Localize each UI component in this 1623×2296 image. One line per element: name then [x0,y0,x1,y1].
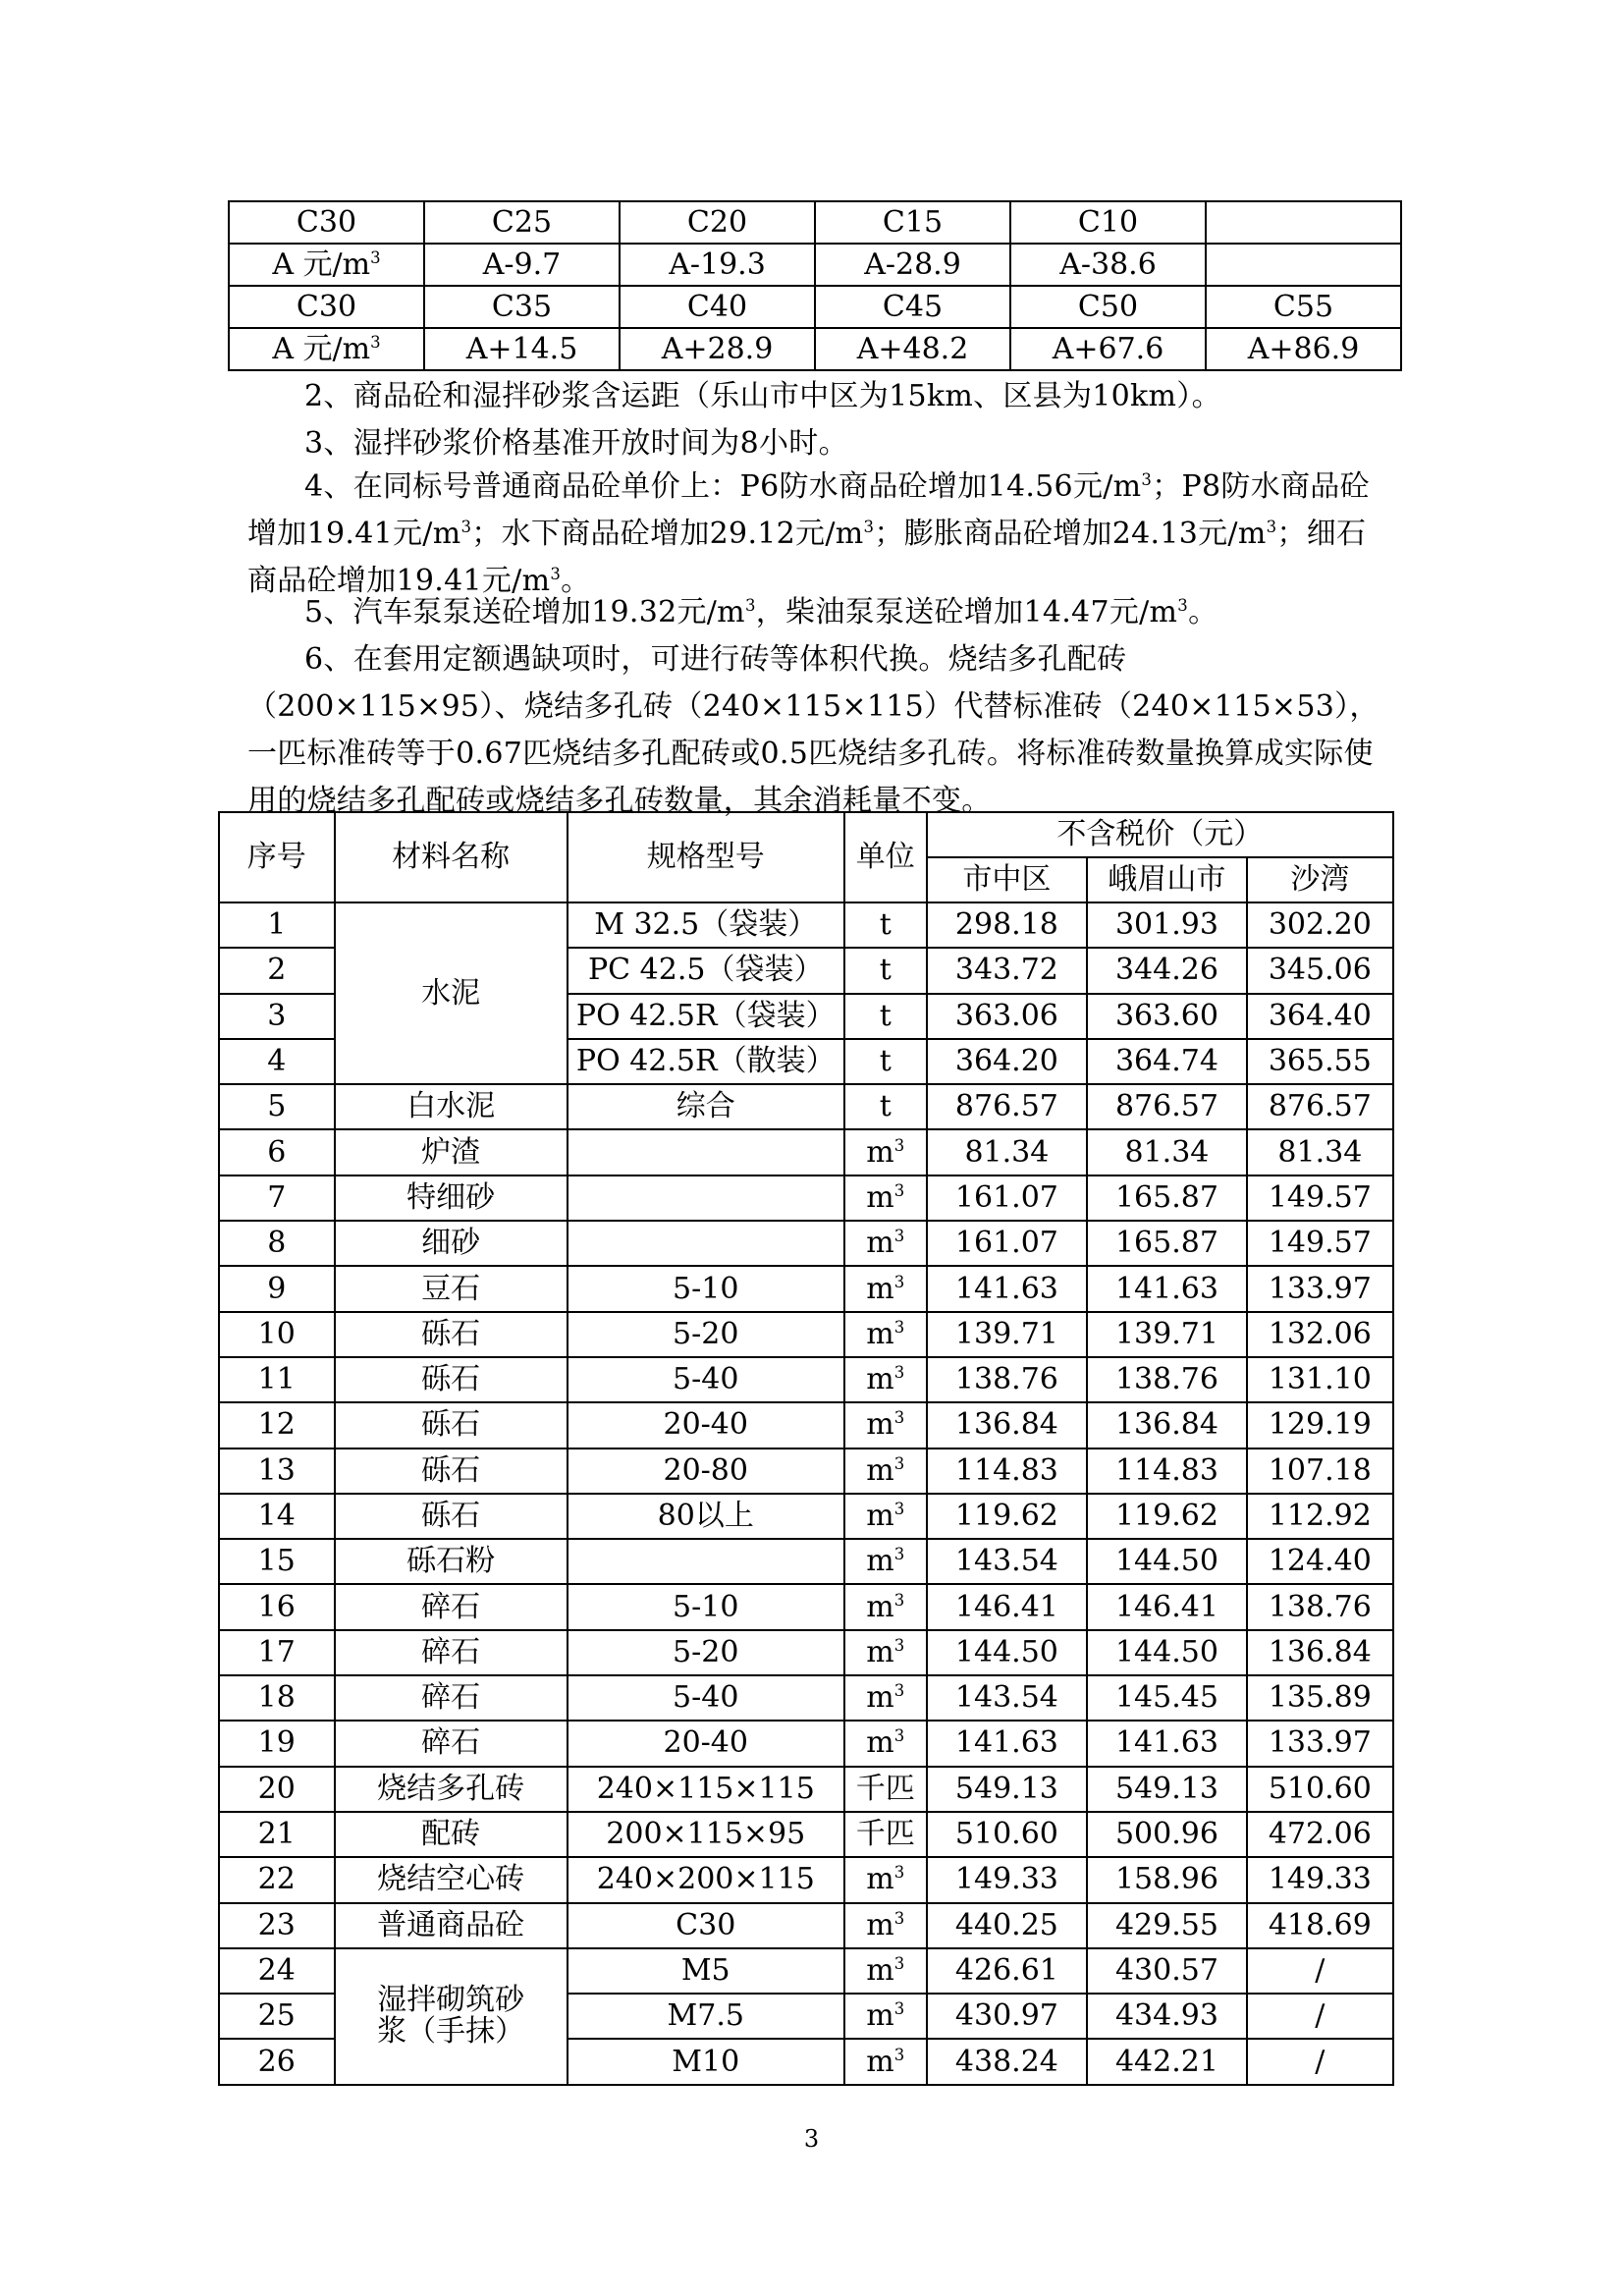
spec-cell: 5-20 [568,1630,844,1675]
price-cell-loc3: 133.97 [1247,1721,1393,1766]
price-cell-loc3: 124.40 [1247,1539,1393,1584]
price-cell-loc2: 119.62 [1087,1494,1247,1539]
row-number-cell: 11 [219,1357,335,1402]
unit-cell [844,1584,927,1629]
price-cell-loc1: 146.41 [927,1584,1088,1629]
price-cell-loc2: 158.96 [1087,1857,1247,1902]
unit-cell [844,1175,927,1221]
unit-exponent: 3 [893,1953,905,1973]
row-number-cell: 21 [219,1812,335,1857]
spec-cell: C30 [568,1903,844,1948]
row-number-cell: 6 [219,1129,335,1175]
price-cell-loc3: 138.76 [1247,1584,1393,1629]
price-cell-loc1: 426.61 [927,1948,1088,1994]
unit-cell [844,1630,927,1675]
material-name-cell: 炉渣 [335,1129,568,1175]
unit-text: m [866,1680,894,1716]
unit-text: m [866,1362,894,1397]
material-name-cell: 湿拌砌筑砂浆（手抹） [335,1948,568,2085]
unit-text: m [866,1907,894,1942]
table-row [219,1857,1393,1902]
price-cell-loc2: 146.41 [1087,1584,1247,1629]
unit-text: m [866,1952,894,1988]
unit-cell [844,1721,927,1766]
grade-cell: C50 [1010,286,1206,328]
unit-exponent: 3 [893,1135,905,1155]
row-number-cell: 15 [219,1539,335,1584]
material-name-cell: 水泥 [335,902,568,1084]
price-cell-loc1: 119.62 [927,1494,1088,1539]
row-number-cell: 13 [219,1449,335,1494]
unit-cell [844,1402,927,1448]
grade-price-row [229,244,1401,286]
material-name-cell: 白水泥 [335,1084,568,1129]
price-cell-loc2: 429.55 [1087,1903,1247,1948]
price-cell-loc3: 345.06 [1247,948,1393,993]
unit-exponent: 3 [893,1363,905,1383]
material-name-cell: 烧结多孔砖 [335,1767,568,1812]
unit-cell: t [844,902,927,948]
price-cell-loc2: 364.74 [1087,1039,1247,1084]
price-cell-loc2: 165.87 [1087,1221,1247,1266]
grade-cell: C40 [620,286,815,328]
price-cell-loc1: 141.63 [927,1266,1088,1311]
price-cell-loc3: 135.89 [1247,1675,1393,1721]
unit-exponent: 3 [893,2045,905,2064]
grade-cell: A+67.6 [1010,328,1206,370]
spec-cell: 20-40 [568,1402,844,1448]
unit-cell: 千匹 [844,1812,927,1857]
table-row [219,1539,1393,1584]
grade-cell: C35 [424,286,620,328]
header-spec: 规格型号 [568,812,844,902]
unit-cell: t [844,994,927,1039]
material-name-cell: 碎石 [335,1584,568,1629]
price-cell-loc1: 549.13 [927,1767,1088,1812]
table-row [219,1449,1393,1494]
price-cell-loc1: 440.25 [927,1903,1088,1948]
header-name: 材料名称 [335,812,568,902]
note-3: 3、湿拌砂浆价格基准开放时间为8小时。 [304,426,848,461]
price-cell-loc1: 149.33 [927,1857,1088,1902]
unit-text: m [866,1589,894,1624]
table-row [219,1675,1393,1721]
price-cell-loc3: 365.55 [1247,1039,1393,1084]
header-loc2: 峨眉山市 [1087,857,1247,902]
price-cell-loc2: 430.57 [1087,1948,1247,1994]
spec-cell [568,1221,844,1266]
spec-cell: M5 [568,1948,844,1994]
grade-unit-cell: A 元$/m^3$ [229,244,424,286]
unit-exponent: 3 [893,1635,905,1655]
table-row [219,1721,1393,1766]
price-cell-loc3: 418.69 [1247,1903,1393,1948]
row-number-cell: 1 [219,902,335,948]
unit-exponent: 3 [893,1180,905,1200]
material-name-cell: 砾石 [335,1402,568,1448]
row-number-cell: 18 [219,1675,335,1721]
unit-exponent: 3 [893,1999,905,2019]
grade-cell: C10 [1010,201,1206,244]
table-row [219,1402,1393,1448]
material-price-table [218,811,1394,2086]
price-cell-loc2: 145.45 [1087,1675,1247,1721]
price-cell-loc3: 472.06 [1247,1812,1393,1857]
material-name-cell: 特细砂 [335,1175,568,1221]
spec-cell: 综合 [568,1084,844,1129]
spec-cell: 80以上 [568,1494,844,1539]
price-cell-loc1: 343.72 [927,948,1088,993]
unit-text: m [866,1134,894,1170]
unit-text: m [866,2044,894,2079]
unit-cell: 千匹 [844,1767,927,1812]
material-name-cell: 细砂 [335,1221,568,1266]
unit-cell [844,1494,927,1539]
table-row [219,1494,1393,1539]
material-name-cell: 砾石 [335,1449,568,1494]
price-table-body [219,902,1393,2085]
note-2: 2、商品砼和湿拌砂浆含运距（乐山市中区为15km、区县为10km）。 [304,379,1221,413]
price-cell-loc2: 434.93 [1087,1994,1247,2039]
unit-text: m [866,1499,894,1533]
grade-cell: C30 [229,201,424,244]
price-cell-loc2: 500.96 [1087,1812,1247,1857]
price-cell-loc2: 144.50 [1087,1539,1247,1584]
unit-text: m [866,1862,894,1897]
unit-exponent: 3 [893,1227,905,1246]
price-cell-loc2: 301.93 [1087,902,1247,948]
price-cell-loc2: 114.83 [1087,1449,1247,1494]
unit-cell [844,1221,927,1266]
table-row [219,1312,1393,1357]
header-loc1: 市中区 [927,857,1088,902]
price-cell-loc1: 430.97 [927,1994,1088,2039]
price-cell-loc2: 344.26 [1087,948,1247,993]
material-name-cell: 砾石 [335,1357,568,1402]
spec-cell: 20-80 [568,1449,844,1494]
price-cell-loc2: 141.63 [1087,1721,1247,1766]
spec-cell: 240×115×115 [568,1767,844,1812]
row-number-cell: 14 [219,1494,335,1539]
row-number-cell: 9 [219,1266,335,1311]
spec-cell [568,1539,844,1584]
price-cell-loc1: 363.06 [927,994,1088,1039]
material-name-cell: 配砖 [335,1812,568,1857]
row-number-cell: 19 [219,1721,335,1766]
price-cell-loc1: 141.63 [927,1721,1088,1766]
unit-cell: t [844,1039,927,1084]
price-cell-loc2: 141.63 [1087,1266,1247,1311]
header-loc3: 沙湾 [1247,857,1393,902]
row-number-cell: 10 [219,1312,335,1357]
price-cell-loc2: 876.57 [1087,1084,1247,1129]
grade-row [229,286,1401,328]
spec-cell: 5-40 [568,1357,844,1402]
price-cell-loc3: 133.97 [1247,1266,1393,1311]
row-number-cell: 24 [219,1948,335,1994]
price-cell-loc3: 302.20 [1247,902,1393,948]
spec-cell: 200×115×95 [568,1812,844,1857]
unit-cell: t [844,1084,927,1129]
table-row [219,1584,1393,1629]
table-row [219,1812,1393,1857]
unit-exponent: 3 [893,1408,905,1428]
price-cell-loc3: 876.57 [1247,1084,1393,1129]
row-number-cell: 4 [219,1039,335,1084]
spec-cell: PO 42.5R（散装） [568,1039,844,1084]
spec-cell: 5-40 [568,1675,844,1721]
row-number-cell: 23 [219,1903,335,1948]
row-number-cell: 5 [219,1084,335,1129]
grade-cell: C25 [424,201,620,244]
price-cell-loc2: 442.21 [1087,2039,1247,2085]
unit-exponent: 3 [893,1681,905,1701]
unit-text: m [866,1407,894,1443]
unit-exponent: 3 [893,1590,905,1610]
row-number-cell: 2 [219,948,335,993]
price-cell-loc3: / [1247,1948,1393,1994]
price-cell-loc1: 144.50 [927,1630,1088,1675]
price-cell-loc2: 136.84 [1087,1402,1247,1448]
table-row [219,902,1393,948]
price-cell-loc3: 136.84 [1247,1630,1393,1675]
table-row [219,1084,1393,1129]
unit-text: m [866,1271,894,1306]
material-name-cell: 豆石 [335,1266,568,1311]
grade-cell: C15 [815,201,1010,244]
price-cell-loc1: 136.84 [927,1402,1088,1448]
unit-exponent: 3 [893,1545,905,1564]
row-number-cell: 8 [219,1221,335,1266]
price-cell-loc3: / [1247,2039,1393,2085]
spec-cell: 20-40 [568,1721,844,1766]
unit-text: m [866,1452,894,1488]
unit-cell [844,1539,927,1584]
grade-cell [1206,201,1401,244]
unit-text: m [866,1998,894,2034]
price-cell-loc3: / [1247,1994,1393,2039]
material-name-cell: 碎石 [335,1675,568,1721]
unit-cell [844,1675,927,1721]
price-cell-loc2: 138.76 [1087,1357,1247,1402]
page-number: 3 [803,2125,820,2153]
price-cell-loc1: 81.34 [927,1129,1088,1175]
price-cell-loc1: 138.76 [927,1357,1088,1402]
price-cell-loc1: 298.18 [927,902,1088,948]
table-row [219,1357,1393,1402]
grade-cell: C30 [229,286,424,328]
unit-text: m [866,1226,894,1261]
grade-adjustment-table [228,200,1402,371]
unit-exponent: 3 [893,1272,905,1291]
price-cell-loc3: 132.06 [1247,1312,1393,1357]
price-cell-loc3: 149.57 [1247,1175,1393,1221]
grade-cell: A+48.2 [815,328,1010,370]
spec-cell: 5-20 [568,1312,844,1357]
material-name-cell: 烧结空心砖 [335,1857,568,1902]
unit-cell [844,1449,927,1494]
price-cell-loc3: 510.60 [1247,1767,1393,1812]
row-number-cell: 16 [219,1584,335,1629]
spec-cell [568,1175,844,1221]
price-cell-loc2: 144.50 [1087,1630,1247,1675]
grade-cell: A-38.6 [1010,244,1206,286]
unit-exponent: 3 [893,1726,905,1746]
price-cell-loc1: 510.60 [927,1812,1088,1857]
spec-cell: PC 42.5（袋装） [568,948,844,993]
price-cell-loc3: 131.10 [1247,1357,1393,1402]
grade-cell: A-9.7 [424,244,620,286]
grade-cell: C55 [1206,286,1401,328]
row-number-cell: 20 [219,1767,335,1812]
price-cell-loc3: 149.57 [1247,1221,1393,1266]
unit-cell [844,1312,927,1357]
grade-cell: C20 [620,201,815,244]
row-number-cell: 3 [219,994,335,1039]
grade-cell [1206,244,1401,286]
price-cell-loc1: 143.54 [927,1539,1088,1584]
unit-cell [844,1357,927,1402]
row-number-cell: 22 [219,1857,335,1902]
unit-exponent: 3 [893,1863,905,1883]
unit-exponent: 3 [893,1453,905,1473]
unit-cell: t [844,948,927,993]
unit-cell [844,1129,927,1175]
price-cell-loc1: 114.83 [927,1449,1088,1494]
price-cell-loc1: 161.07 [927,1175,1088,1221]
price-cell-loc2: 549.13 [1087,1767,1247,1812]
material-name-cell: 普通商品砼 [335,1903,568,1948]
price-cell-loc2: 363.60 [1087,994,1247,1039]
row-number-cell: 25 [219,1994,335,2039]
unit-text: m [866,1634,894,1669]
spec-cell: 240×200×115 [568,1857,844,1902]
header-row [219,812,1393,857]
unit-text: m [866,1179,894,1215]
spec-cell: 5-10 [568,1584,844,1629]
unit-exponent: 3 [893,1908,905,1928]
grade-cell: A+28.9 [620,328,815,370]
material-name-cell: 砾石 [335,1312,568,1357]
spec-cell: 5-10 [568,1266,844,1311]
unit-exponent: 3 [893,1317,905,1337]
unit-text: m [866,1316,894,1351]
table-row [219,1266,1393,1311]
price-cell-loc3: 81.34 [1247,1129,1393,1175]
unit-cell [844,1994,927,2039]
table-row [219,1630,1393,1675]
note-5: 5、汽车泵泵送砼增加19.32元$/m^3$，柴油泵泵送砼增加14.47元$/m^3$。 [304,595,1218,629]
spec-cell: M10 [568,2039,844,2085]
price-cell-loc1: 364.20 [927,1039,1088,1084]
header-no: 序号 [219,812,335,902]
price-cell-loc3: 129.19 [1247,1402,1393,1448]
unit-cell [844,1948,927,1994]
grade-cell: A+86.9 [1206,328,1401,370]
row-number-cell: 12 [219,1402,335,1448]
grade-cell: A-19.3 [620,244,815,286]
material-name-cell: 碎石 [335,1721,568,1766]
table-row [219,1221,1393,1266]
table-row [219,1767,1393,1812]
header-price-group: 不含税价（元） [927,812,1393,857]
note-6: 6、在套用定额遇缺项时，可进行砖等体积代换。烧结多孔配砖（200×115×95）、烧结多孔砖（240×115×115）代替标准砖（240×115×53），一匹标准砖等于0.67匹烧结多孔配砖或0.5匹烧结多孔砖。将标准砖数量换算成实际使用的烧结多孔配砖或烧结多孔砖数量，其余消耗量不变。 [247,642,1380,818]
table-row [219,1948,1393,1994]
header-unit: 单位 [844,812,927,902]
price-cell-loc1: 143.54 [927,1675,1088,1721]
spec-cell: M7.5 [568,1994,844,2039]
material-name-cell: 碎石 [335,1630,568,1675]
price-cell-loc3: 112.92 [1247,1494,1393,1539]
price-cell-loc2: 165.87 [1087,1175,1247,1221]
price-cell-loc3: 364.40 [1247,994,1393,1039]
unit-text: m [866,1725,894,1761]
row-number-cell: 7 [219,1175,335,1221]
material-name-cell: 砾石粉 [335,1539,568,1584]
grade-cell: C45 [815,286,1010,328]
table-row [219,1129,1393,1175]
price-cell-loc3: 149.33 [1247,1857,1393,1902]
grade-price-row [229,328,1401,370]
price-cell-loc2: 81.34 [1087,1129,1247,1175]
unit-cell [844,1903,927,1948]
spec-cell: M 32.5（袋装） [568,902,844,948]
unit-cell [844,1857,927,1902]
unit-text: m [866,1544,894,1579]
note-4: 4、在同标号普通商品砼单价上：P6防水商品砼增加14.56元$/m^3$；P8防水商品砼增加19.41元$/m^3$；水下商品砼增加29.12元$/m^3$；膨胀商品砼增加24.13元$/m^3$；细石商品砼增加19.41元$/m^3$。 [247,469,1370,598]
row-number-cell: 26 [219,2039,335,2085]
price-cell-loc1: 438.24 [927,2039,1088,2085]
spec-cell: PO 42.5R（袋装） [568,994,844,1039]
unit-cell [844,2039,927,2085]
grade-unit-cell: A 元$/m^3$ [229,328,424,370]
table-row [219,1175,1393,1221]
price-cell-loc1: 161.07 [927,1221,1088,1266]
price-cell-loc1: 876.57 [927,1084,1088,1129]
grade-row [229,201,1401,244]
material-name-cell: 砾石 [335,1494,568,1539]
price-cell-loc1: 139.71 [927,1312,1088,1357]
row-number-cell: 17 [219,1630,335,1675]
unit-exponent: 3 [893,1500,905,1518]
spec-cell [568,1129,844,1175]
price-cell-loc3: 107.18 [1247,1449,1393,1494]
grade-cell: A-28.9 [815,244,1010,286]
unit-cell [844,1266,927,1311]
price-cell-loc2: 139.71 [1087,1312,1247,1357]
table-row [219,1903,1393,1948]
grade-cell: A+14.5 [424,328,620,370]
